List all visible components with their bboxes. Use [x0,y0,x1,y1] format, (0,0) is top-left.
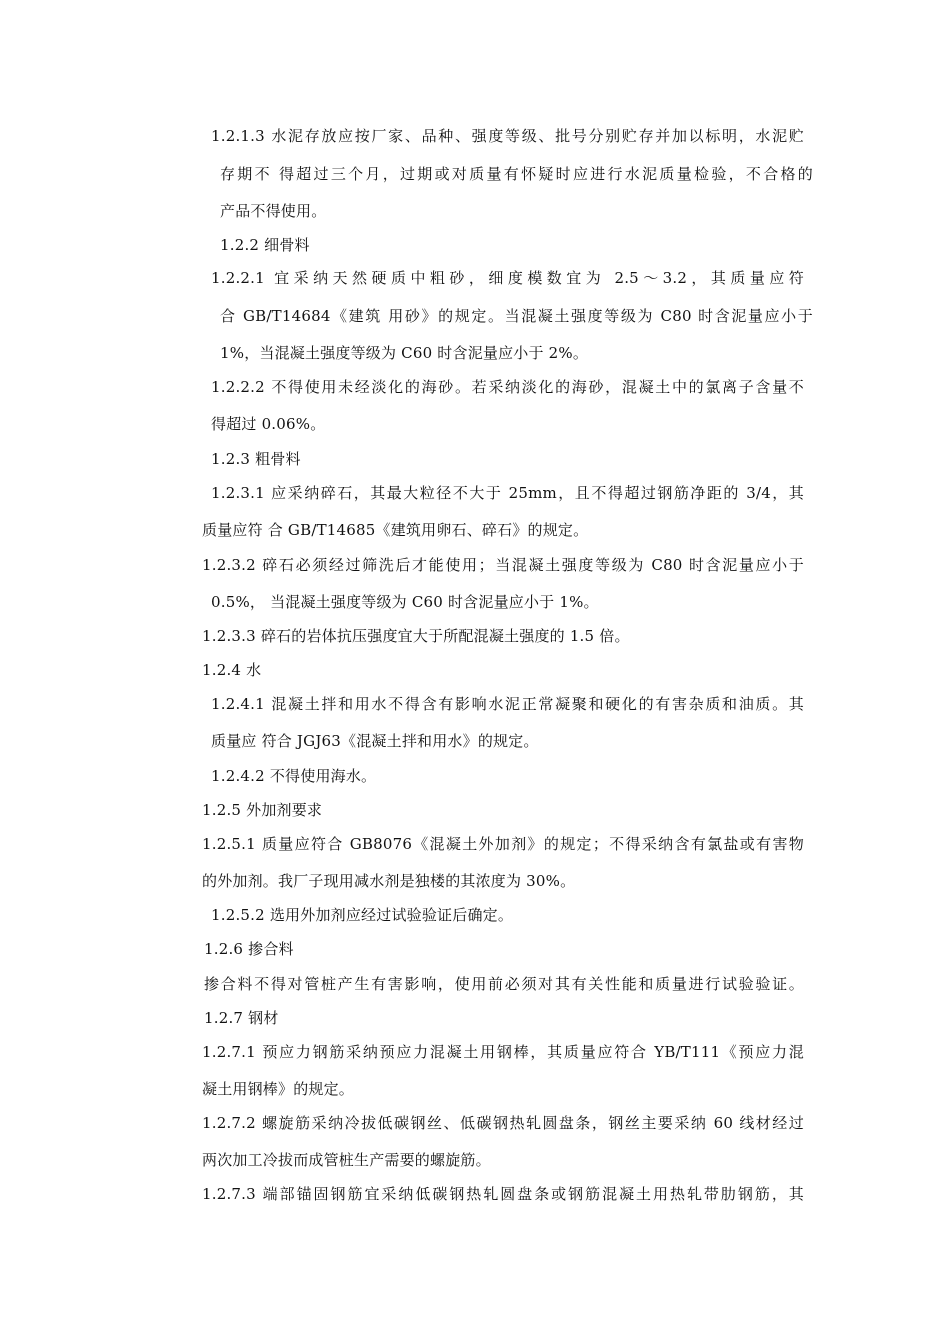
para-1-2-2-1-line-2: 合 GB/T14684《建筑 用砂》的规定。当混凝土强度等级为 C80 时含泥量应小于 [220,307,813,325]
para-1-2-7-2-line-2: 两次加工冷拔而成管桩生产需要的螺旋筋。 [202,1151,491,1169]
para-1-2-7-1-line-1: 1.2.7.1 预应力钢筋采纳预应力混凝土用钢棒，其质量应符合 YB/T111《预应力混 [202,1043,804,1061]
section-heading-1-2-6: 1.2.6 掺合料 [204,940,294,958]
para-1-2-6: 掺合料不得对管桩产生有害影响，使用前必须对其有关性能和质量进行试验验证。 [204,975,804,993]
section-heading-1-2-2: 1.2.2 细骨料 [220,236,310,254]
para-1-2-5-1-line-2: 的外加剂。我厂子现用减水剂是独楼的其浓度为 30%。 [202,872,576,890]
para-1-2-3-1-line-1: 1.2.3.1 应采纳碎石，其最大粒径不大于 25mm，且不得超过钢筋净距的 3/4，其 [211,484,804,502]
section-heading-1-2-4: 1.2.4 水 [202,661,262,679]
para-1-2-1-3-line-2: 存期不 得超过三个月，过期或对质量有怀疑时应进行水泥质量检验，不合格的 [220,165,813,183]
para-1-2-2-2-line-2: 得超过 0.06%。 [211,415,326,433]
para-1-2-5-2: 1.2.5.2 选用外加剂应经过试验验证后确定。 [211,906,514,924]
para-1-2-3-1-line-2: 质量应符 合 GB/T14685《建筑用卵石、碎石》的规定。 [202,521,589,539]
para-1-2-1-3-line-3: 产品不得使用。 [220,202,327,220]
section-heading-1-2-3: 1.2.3 粗骨料 [211,450,301,468]
para-1-2-7-1-line-2: 凝土用钢棒》的规定。 [202,1080,355,1098]
para-1-2-2-2-line-1: 1.2.2.2 不得使用未经淡化的海砂。若采纳淡化的海砂，混凝土中的氯离子含量不 [211,378,804,396]
para-1-2-2-1-line-1: 1.2.2.1 宜采纳天然硬质中粗砂，细度模数宜为 2.5～3.2，其质量应符 [211,269,804,287]
para-1-2-7-2-line-1: 1.2.7.2 螺旋筋采纳冷拔低碳钢丝、低碳钢热轧圆盘条，钢丝主要采纳 60 线材经过 [202,1114,804,1132]
para-1-2-1-3-line-1: 1.2.1.3 水泥存放应按厂家、品种、强度等级、批号分别贮存并加以标明，水泥贮 [211,127,804,145]
para-1-2-4-1-line-2: 质量应 符合 JGJ63《混凝土拌和用水》的规定。 [211,732,539,750]
para-1-2-7-3-line-1: 1.2.7.3 端部锚固钢筋宜采纳低碳钢热轧圆盘条或钢筋混凝土用热轧带肋钢筋，其 [202,1185,804,1203]
para-1-2-3-3: 1.2.3.3 碎石的岩体抗压强度宜大于所配混凝土强度的 1.5 倍。 [202,627,630,645]
para-1-2-3-2-line-2: 0.5%， 当混凝土强度等级为 C60 时含泥量应小于 1%。 [211,593,599,611]
para-1-2-4-1-line-1: 1.2.4.1 混凝土拌和用水不得含有影响水泥正常凝聚和硬化的有害杂质和油质。其 [211,695,804,713]
para-1-2-4-2: 1.2.4.2 不得使用海水。 [211,767,377,785]
para-1-2-5-1-line-1: 1.2.5.1 质量应符合 GB8076《混凝土外加剂》的规定；不得采纳含有氯盐或有害物 [202,835,804,853]
para-1-2-2-1-line-3: 1%，当混凝土强度等级为 C60 时含泥量应小于 2%。 [220,344,589,362]
para-1-2-3-2-line-1: 1.2.3.2 碎石必须经过筛洗后才能使用；当混凝土强度等级为 C80 时含泥量应小于 [202,556,804,574]
section-heading-1-2-7: 1.2.7 钢材 [204,1009,279,1027]
section-heading-1-2-5: 1.2.5 外加剂要求 [202,801,323,819]
